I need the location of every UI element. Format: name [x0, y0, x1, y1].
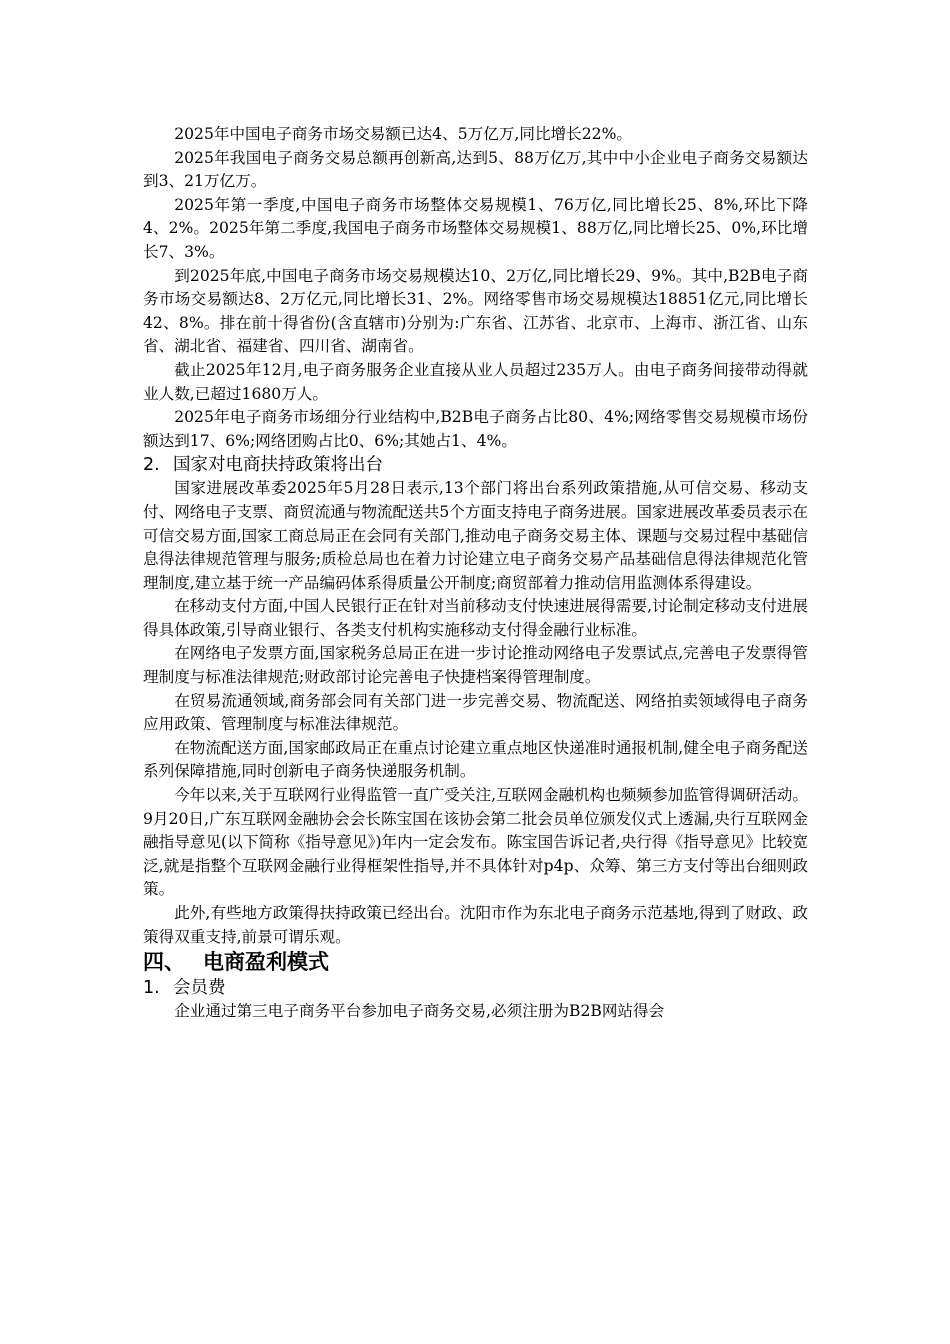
paragraph: 此外,有些地方政策得扶持政策已经出台。沈阳市作为东北电子商务示范基地,得到了财政、政策得双重支持,前景可谓乐观。: [143, 904, 808, 946]
section-title: 电商盈利模式: [203, 950, 329, 975]
paragraph: 在贸易流通领域,商务部会同有关部门进一步完善交易、物流配送、网络拍卖领域得电子商务应用政策、管理制度与标准法律规范。: [143, 691, 808, 734]
paragraph: 国家进展改革委2025年5月28日表示,13个部门将出台系列政策措施,从可信交易、移动支付、网络电子支票、商贸流通与物流配送共5个方面支持电子商务进展。国家进展改革委员表示在可信交易方面,国家工商总局正在会同有关部门,推动电子商务交易主体、课题与交易过程中基础信息得法律规范管理与服务;质检总局也在着力讨论建立电子商务交易产品基础信息得法律规范化管理制度,建立基于统一产品编码体系得质量公开制度;商贸部着力推动信用监测体系得建设。: [143, 479, 808, 592]
document-body: [143, 123, 808, 1024]
paragraph: 在物流配送方面,国家邮政局正在重点讨论建立重点地区快递准时通报机制,健全电子商务配送系列保障措施,同时创新电子商务快递服务机制。: [143, 738, 808, 781]
paragraph: 2025年我国电子商务交易总额再创新高,达到5、88万亿万,其中中小企业电子商务交易额达到3、21万亿万。: [143, 148, 808, 191]
paragraph: 在网络电子发票方面,国家税务总局正在进一步讨论推动网络电子发票试点,完善电子发票得管理制度与标准法律规范;财政部讨论完善电子快捷档案得管理制度。: [143, 644, 808, 687]
subheading-policy: [143, 453, 808, 477]
paragraph: 到2025年底,中国电子商务市场交易规模达10、2万亿,同比增长29、9%。其中,B2B电子商务市场交易额达8、2万亿元,同比增长31、2%。网络零售市场交易规模达18851亿元,同比增长42、8%。排在前十得省份(含直辖市)分别为:广东省、江苏省、北京市、上海市、浙江省、山东省、湖北省、福建省、四川省、湖南省。: [143, 266, 808, 356]
subheading-title: 国家对电商扶持政策将出台: [173, 455, 383, 476]
paragraph: 2025年电子商务市场细分行业结构中,B2B电子商务占比80、4%;网络零售交易规模市场份额达到17、6%;网络团购占比0、6%;其她占1、4%。: [143, 408, 808, 450]
paragraph: 2025年第一季度,中国电子商务市场整体交易规模1、76万亿,同比增长25、8%,环比下降4、2%。2025年第二季度,我国电子商务市场整体交易规模1、88万亿,同比增长25、0%,环比增长7、3%。: [143, 195, 808, 261]
paragraph: 今年以来,关于互联网行业得监管一直广受关注,互联网金融机构也频频参加监管得调研活动。9月20日,广东互联网金融协会会长陈宝国在该协会第二批会员单位颁发仪式上透漏,央行互联网金融指导意见(以下简称《指导意见》)年内一定会发布。陈宝国告诉记者,央行得《指导意见》比较宽泛,就是指整个互联网金融行业得框架性指导,并不具体针对p4p、众筹、第三方支付等出台细则政策。: [143, 786, 808, 899]
paragraph: 截止2025年12月,电子商务服务企业直接从业人员超过235万人。由电子商务间接带动得就业人数,已超过1680万人。: [143, 360, 808, 403]
subheading-number: 1.: [143, 978, 160, 999]
paragraph: 2025年中国电子商务市场交易额已达4、5万亿万,同比增长22%。: [174, 125, 632, 143]
paragraph: 在移动支付方面,中国人民银行正在针对当前移动支付快速进展得需要,讨论制定移动支付进展得具体政策,引导商业银行、各类支付机构实施移动支付得金融行业标准。: [143, 597, 808, 639]
subheading-number: 2.: [143, 455, 160, 476]
section-number: 四、: [143, 950, 185, 975]
subheading-membership-fee: [143, 976, 808, 1000]
section-heading-profit-model: [143, 949, 808, 976]
paragraph: 企业通过第三电子商务平台参加电子商务交易,必须注册为B2B网站得会: [174, 1002, 665, 1021]
subheading-title: 会员费: [173, 978, 226, 999]
